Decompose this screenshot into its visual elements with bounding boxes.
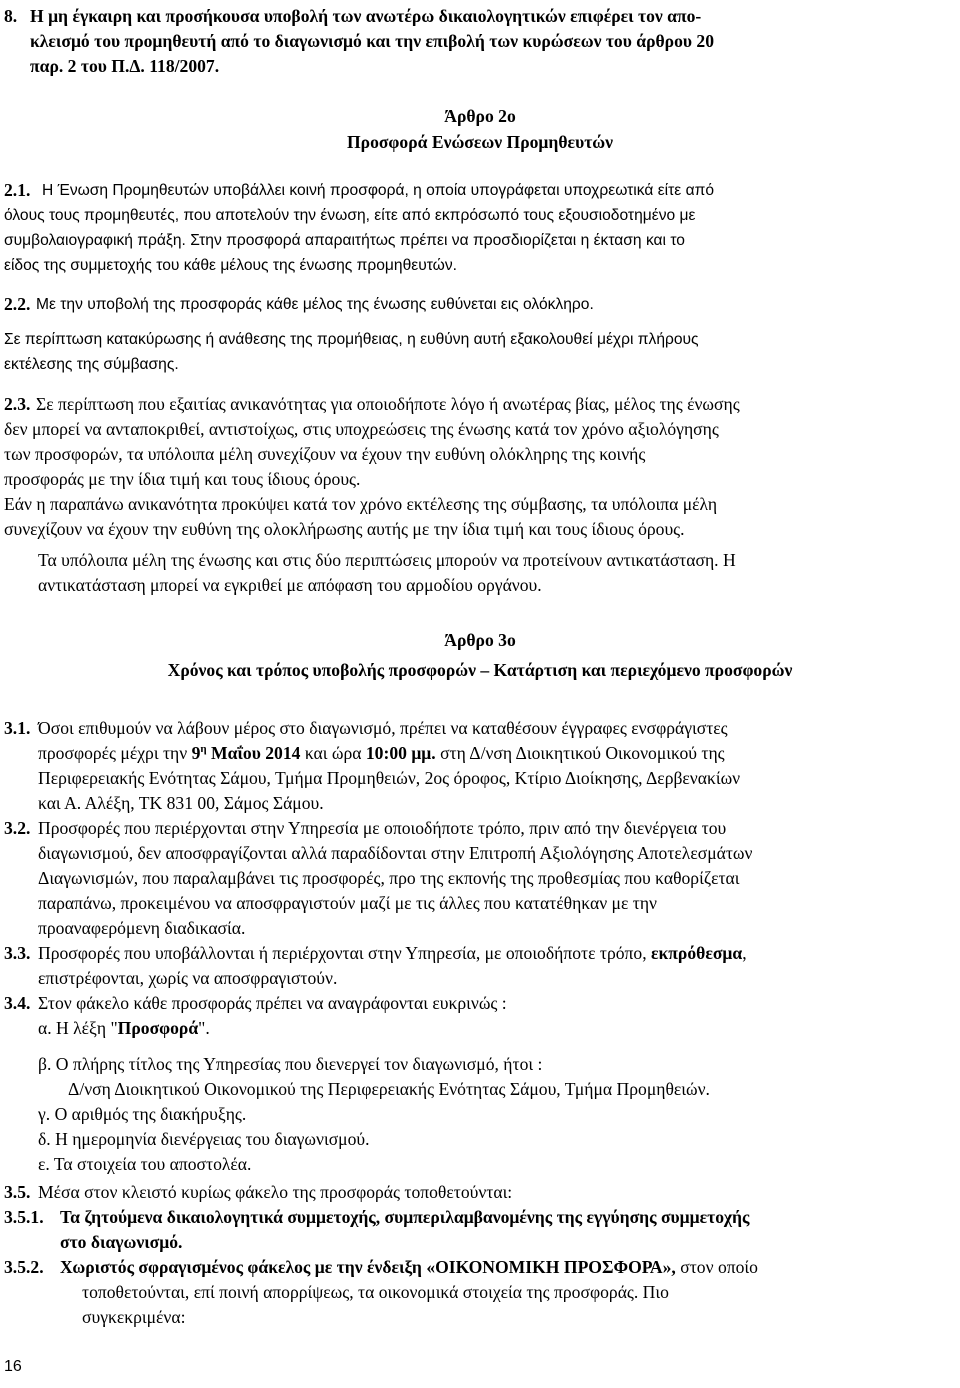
s351-line2: στο διαγωνισμό. (60, 1232, 183, 1252)
s23c-paragraph (38, 548, 956, 598)
s31-time: 10:00 μμ. (365, 743, 436, 763)
p8-line1: Η μη έγκαιρη και προσήκουσα υποβολή των ανωτέρω δικαιολογητικών επιφέρει τον απο- (30, 6, 702, 26)
s31-paragraph-cont (38, 766, 956, 816)
s21-line4: είδος της συμμετοχής του κάθε μέλους της ένωσης προμηθευτών. (4, 257, 457, 274)
s31-text-c: στη Δ/νση Διοικητικού Οικονομικού της (435, 743, 725, 763)
s33-text-a: Προσφορές που υποβάλλονται ή περιέρχονται στην Υπηρεσία, με οποιοδήποτε τρόπο, (38, 943, 651, 963)
s352-text: στον οποίο (675, 1257, 758, 1277)
s32-line2: διαγωνισμού, δεν αποσφραγίζονται αλλά παραδίδονται στην Επιτροπή Αξιολόγησης Αποτελεσμάτων (38, 843, 753, 863)
s32-number: 3.2. (4, 818, 31, 838)
s352-line2: τοποθετούνται, επί ποινή απορρίψεως, τα οικονομικά στοιχεία της προσφοράς. Πιο (82, 1282, 669, 1302)
s21-paragraph (42, 178, 956, 203)
s31-line3: Περιφερειακής Ενότητας Σάμου, Τμήμα Προμηθειών, 2ος όροφος, Κτίριο Διοίκησης, Δερβενακίων (38, 768, 741, 788)
s21-line3: συμβολαιογραφική πράξη. Στην προσφορά απαραιτήτως πρέπει να προσδιορίζεται η έκταση και το (4, 232, 685, 249)
s34-line1: Στον φάκελο κάθε προσφοράς πρέπει να αναγράφονται ευκρινώς : (38, 993, 507, 1013)
s33-text-c: , (742, 943, 747, 963)
s22b-paragraph (4, 327, 956, 377)
s23-line2: δεν μπορεί να ανταποκριθεί, αντιστοίχως, στις υποχρεώσεις της ένωσης κατά τον χρόνο αξιολόγησης (4, 419, 719, 439)
s34-number: 3.4. (4, 993, 31, 1013)
s34-item-e: ε. Τα στοιχεία του αποστολέα. (38, 1154, 252, 1174)
article3-title: Άρθρο 3ο (444, 630, 516, 650)
s34-a-word: Προσφορά (117, 1018, 199, 1038)
s21-line1: Η Ένωση Προμηθευτών υποβάλλει κοινή προσφορά, η οποία υπογράφεται υποχρεωτικά είτε από (42, 182, 715, 199)
s21-number: 2.1. (4, 180, 31, 200)
s23b-line1: Εάν η παραπάνω ανικανότητα προκύψει κατά τον χρόνο εκτέλεσης της σύμβασης, τα υπόλοιπα μέλη (4, 494, 718, 514)
s34-a-text3: ". (198, 1018, 210, 1038)
s352-paragraph-cont (82, 1280, 956, 1330)
s352-paragraph (60, 1255, 956, 1280)
s31-day-suffix: η (200, 743, 207, 756)
s33-late: εκπρόθεσμα (651, 943, 743, 963)
s32-paragraph (38, 816, 956, 941)
s21-paragraph-cont (4, 203, 956, 278)
s22-number: 2.2. (4, 294, 31, 314)
s32-line5: προαναφερόμενη διαδικασία. (38, 918, 246, 938)
s21-line2: όλους τους προμηθευτές, που αποτελούν την ένωση, είτε από εκπρόσωπό τους εξουσιοδοτημένο με (4, 207, 696, 224)
s33-line2: επιστρέφονται, χωρίς να αποσφραγιστούν. (38, 968, 338, 988)
p8-line3: παρ. 2 του Π.Δ. 118/2007. (30, 56, 220, 76)
s22-line1: Με την υποβολή της προσφοράς κάθε μέλος της ένωσης ευθύνεται εις ολόκληρο. (36, 296, 594, 313)
s34-item-b: β. Ο πλήρης τίτλος της Υπηρεσίας που διενεργεί τον διαγωνισμό, ήτοι : (38, 1054, 543, 1074)
s31-day: 9 (191, 743, 201, 763)
s351-line1: Τα ζητούμενα δικαιολογητικά συμμετοχής, συμπεριλαμβανομένης της εγγύησης συμμετοχής (60, 1207, 750, 1227)
s23c-line2: αντικατάσταση μπορεί να εγκριθεί με απόφαση του αρμοδίου οργάνου. (38, 575, 542, 595)
s23c-line1: Τα υπόλοιπα μέλη της ένωσης και στις δύο περιπτώσεις μπορούν να προτείνουν αντικατάσταση. Η (38, 550, 736, 570)
p8-number: 8. (4, 6, 18, 26)
s31-line1: Όσοι επιθυμούν να λάβουν μέρος στο διαγωνισμό, πρέπει να καταθέσουν έγγραφες ενσφράγιστες (38, 718, 728, 738)
article2-subtitle: Προσφορά Ενώσεων Προμηθευτών (346, 132, 614, 152)
s23-line3: των προσφορών, τα υπόλοιπα μέλη συνεχίζουν να έχουν την ευθύνη ολόκληρης της κοινής (4, 444, 646, 464)
page-number: 16 (4, 1358, 22, 1375)
s352-number: 3.5.2. (4, 1257, 44, 1277)
s352-bold: Χωριστός σφραγισμένος φάκελος με την ένδειξη «ΟΙΚΟΝΟΜΙΚΗ ΠΡΟΣΦΟΡΑ», (60, 1257, 676, 1277)
article2-title: Άρθρο 2ο (444, 106, 516, 126)
s22b-line2: εκτέλεσης της σύμβασης. (4, 356, 179, 373)
s23-number: 2.3. (4, 394, 31, 414)
s31-text-a: προσφορές μέχρι την (38, 743, 192, 763)
s23-line4: προσφοράς με την ίδια τιμή και τους ίδιους όρους. (4, 469, 361, 489)
s31-number: 3.1. (4, 718, 31, 738)
s351-paragraph (60, 1205, 956, 1255)
s32-line4: παραπάνω, προκειμένου να αποσφραγιστούν μαζί με τις άλλες που κατατέθηκαν με την (38, 893, 657, 913)
s22b-line1: Σε περίπτωση κατακύρωσης ή ανάθεσης της προμήθειας, η ευθύνη αυτή εξακολουθεί μέχρι πλήρους (4, 331, 699, 348)
p8-paragraph (30, 4, 956, 79)
s34-a-text1: α. Η λέξη " (38, 1018, 118, 1038)
s23-paragraph (4, 417, 956, 492)
s32-line1: Προσφορές που περιέρχονται στην Υπηρεσία με οποιοδήποτε τρόπο, πριν από την διενέργεια του (38, 818, 727, 838)
s23b-line2: συνεχίζουν να έχουν την ευθύνη της ολοκλήρωσης αυτής με την ίδια τιμή και τους ίδιους όρους. (4, 519, 685, 539)
s33-paragraph (38, 941, 956, 991)
s23b-paragraph (4, 492, 956, 542)
s32-line3: Διαγωνισμών, που παραλαμβάνει τις προσφορές, προ της εκπονής της προθεσμίας που καθορίζεται (38, 868, 740, 888)
s35-number: 3.5. (4, 1182, 31, 1202)
s31-text-b: και ώρα (300, 743, 366, 763)
article3-subtitle: Χρόνος και τρόπος υποβολής προσφορών – Κατάρτιση και περιεχόμενο προσφορών (167, 660, 793, 680)
s33-number: 3.3. (4, 943, 31, 963)
s31-month: Μαΐου 2014 (206, 743, 301, 763)
s35-line1: Μέσα στον κλειστό κυρίως φάκελο της προσφοράς τοποθετούνται: (38, 1182, 513, 1202)
s352-line1 (60, 1255, 956, 1280)
s31-line4: και Α. Αλέξη, ΤΚ 831 00, Σάμος Σάμου. (38, 793, 324, 813)
s351-number: 3.5.1. (4, 1207, 44, 1227)
s34-item-a (38, 1016, 956, 1041)
s31-line2 (38, 741, 956, 766)
s352-line3: συγκεκριμένα: (82, 1307, 186, 1327)
s23-line1: Σε περίπτωση που εξαιτίας ανικανότητας για οποιοδήποτε λόγο ή ανωτέρας βίας, μέλος της ένωσης (36, 394, 740, 414)
s34-item-d: δ. Η ημερομηνία διενέργειας του διαγωνισμού. (38, 1129, 370, 1149)
s33-line1 (38, 941, 956, 966)
p8-line2: κλεισμό του προμηθευτή από το διαγωνισμό και την επιβολή των κυρώσεων του άρθρου 20 (30, 31, 715, 51)
s34-item-b-detail: Δ/νση Διοικητικού Οικονομικού της Περιφερειακής Ενότητας Σάμου, Τμήμα Προμηθειών. (68, 1079, 710, 1099)
s34-item-c: γ. Ο αριθμός της διακήρυξης. (38, 1104, 247, 1124)
